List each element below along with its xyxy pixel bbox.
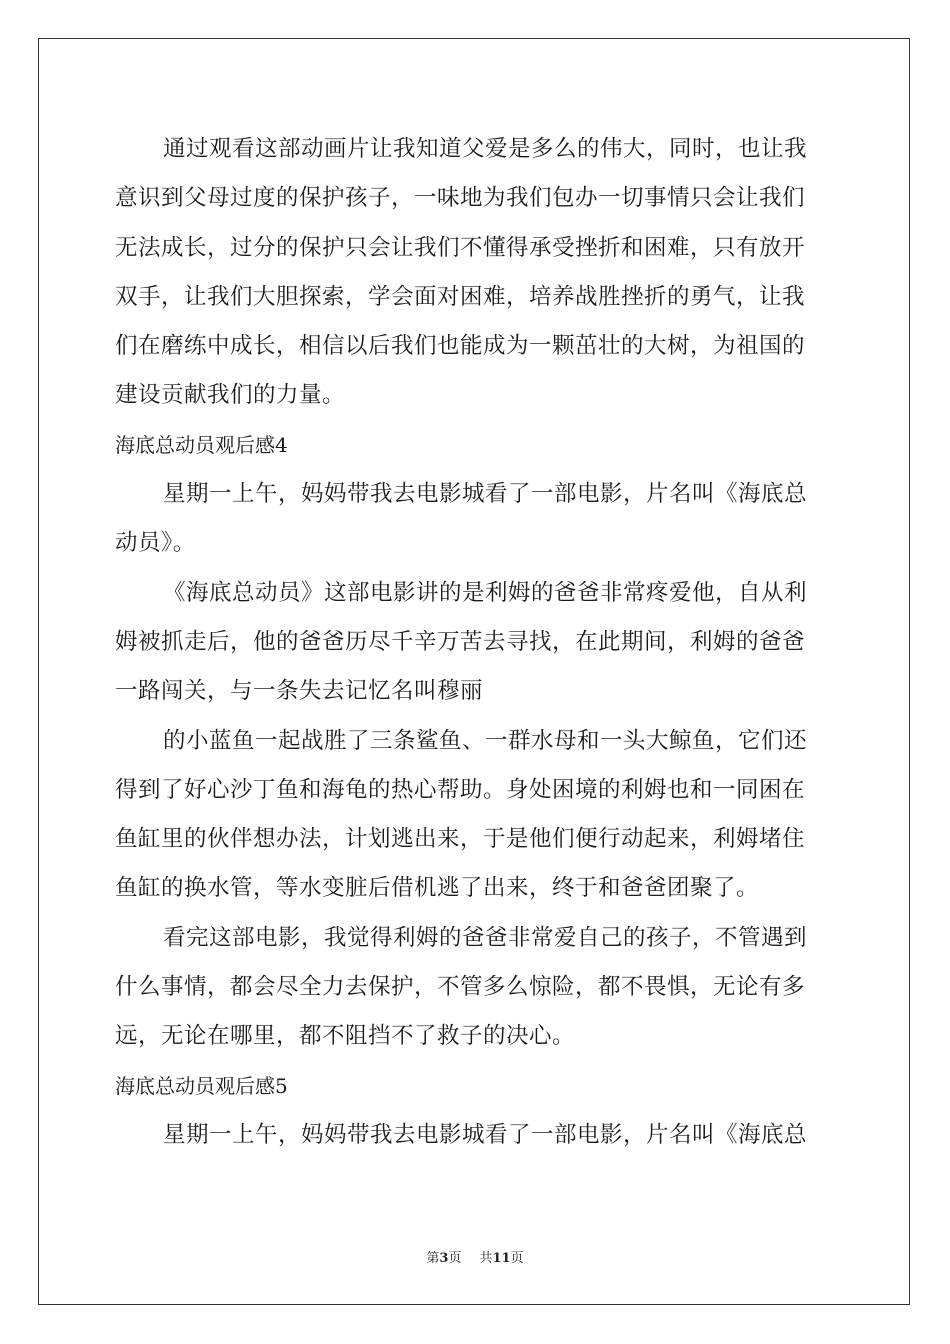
paragraph-line: 《海底总动员》这部电影讲的是利姆的爸爸非常疼爱他，自从利 bbox=[163, 579, 808, 606]
paragraph-line: 星期一上午，妈妈带我去电影城看了一部电影，片名叫《海底总 bbox=[163, 481, 808, 508]
paragraph-line: 们在磨练中成长，相信以后我们也能成为一颗茁壮的大树，为祖国的 bbox=[115, 333, 806, 360]
paragraph-line: 鱼缸的换水管，等水变脏后借机逃了出来，终于和爸爸团聚了。 bbox=[115, 875, 760, 902]
paragraph-line: 通过观看这部动画片让我知道父爱是多么的伟大，同时，也让我 bbox=[163, 136, 808, 162]
paragraph-line: 一路闯关，与一条失去记忆名叫穆丽 bbox=[115, 678, 484, 705]
paragraph-line: 建设贡献我们的力量。 bbox=[115, 382, 346, 409]
total-page-count: 11 bbox=[492, 1251, 511, 1266]
paragraph-line: 远，无论在哪里，都不阻挡不了救子的决心。 bbox=[115, 1023, 576, 1050]
paragraph-line: 看完这部电影，我觉得利姆的爸爸非常爱自己的孩子，不管遇到 bbox=[163, 924, 808, 951]
section-heading: 海底总动员观后感4 bbox=[115, 432, 288, 457]
paragraph-line: 什么事情，都会尽全力去保护，不管多么惊险，都不畏惧，无论有多 bbox=[115, 974, 806, 1001]
paragraph-line: 动员》。 bbox=[115, 530, 196, 557]
footer-prefix: 第 bbox=[426, 1251, 440, 1266]
footer-total-prefix: 共 bbox=[479, 1251, 493, 1266]
paragraph-line: 双手，让我们大胆探索，学会面对困难，培养战胜挫折的勇气，让我 bbox=[115, 283, 806, 310]
paragraph-line: 鱼缸里的伙伴想办法，计划逃出来，于是他们便行动起来，利姆堵住 bbox=[115, 826, 806, 853]
paragraph-line: 的小蓝鱼一起战胜了三条鲨鱼、一群水母和一头大鲸鱼，它们还 bbox=[163, 727, 808, 754]
page-footer bbox=[0, 1247, 950, 1266]
paragraph-line: 星期一上午，妈妈带我去电影城看了一部电影，片名叫《海底总 bbox=[163, 1121, 808, 1148]
document-body bbox=[115, 125, 835, 1160]
footer-page-suffix: 页 bbox=[448, 1251, 462, 1266]
paragraph-line: 得到了好心沙丁鱼和海龟的热心帮助。身处困境的利姆也和一同困在 bbox=[115, 776, 806, 803]
current-page-number: 3 bbox=[439, 1251, 449, 1266]
footer-total-suffix: 页 bbox=[510, 1251, 524, 1266]
paragraph-line: 意识到父母过度的保护孩子，一味地为我们包办一切事情只会让我们 bbox=[115, 185, 806, 212]
paragraph-line: 姆被抓走后，他的爸爸历尽千辛万苦去寻找，在此期间，利姆的爸爸 bbox=[115, 628, 806, 655]
section-heading: 海底总动员观后感5 bbox=[115, 1073, 288, 1098]
paragraph-line: 无法成长，过分的保护只会让我们不懂得承受挫折和困难，只有放开 bbox=[115, 234, 806, 261]
